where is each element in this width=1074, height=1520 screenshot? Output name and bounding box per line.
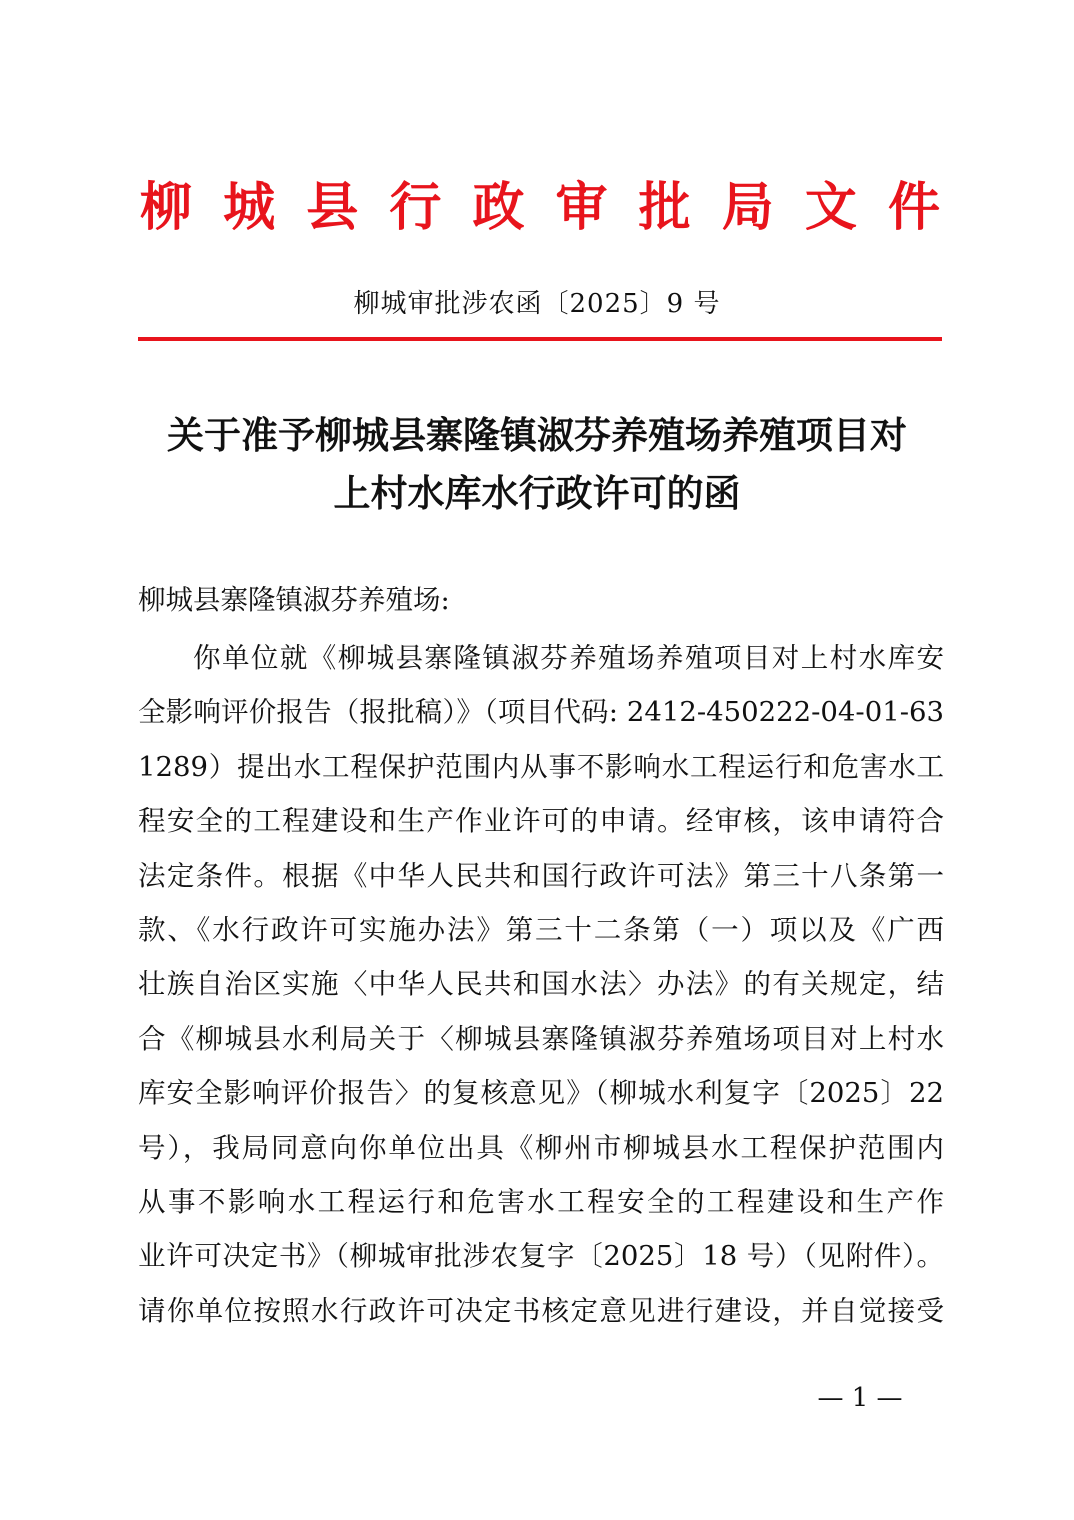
subject-line-2: 上村水库水行政许可的函	[333, 471, 741, 515]
document-header-title	[140, 176, 940, 240]
body-line: 从事不影响水工程运行和危害水工程安全的工程建设和生产作	[138, 1185, 944, 1218]
body-line: 壮族自治区实施〈中华人民共和国水法〉办法》的有关规定，结	[138, 968, 944, 1001]
page-number: — 1 —	[817, 1383, 903, 1413]
document-subject	[120, 406, 954, 522]
header-title-char: 局	[721, 178, 774, 238]
header-title-char: 行	[389, 178, 442, 238]
body-paragraph	[138, 631, 944, 1338]
header-title-char: 政	[472, 178, 525, 238]
subject-line-1: 关于准予柳城县寨隆镇淑芬养殖场养殖项目对	[167, 413, 907, 457]
body-line: 你单位就《柳城县寨隆镇淑芬养殖场养殖项目对上村水库安	[193, 642, 944, 674]
header-title-char: 县	[306, 178, 359, 238]
body-line: 法定条件。根据《中华人民共和国行政许可法》第三十八条第一	[138, 859, 944, 892]
body-line: 全影响评价报告（报批稿）》（项目代码: 2412-450222-04-01-63	[138, 696, 944, 729]
body-line: 号），我局同意向你单位出具《柳州市柳城县水工程保护范围内	[138, 1131, 944, 1164]
body-line: 请你单位按照水行政许可决定书核定意见进行建设，并自觉接受	[138, 1294, 944, 1327]
header-title-char: 批	[638, 178, 691, 238]
header-divider	[138, 337, 942, 341]
salutation: 柳城县寨隆镇淑芬养殖场:	[138, 584, 450, 616]
body-line: 合《柳城县水利局关于〈柳城县寨隆镇淑芬养殖场项目对上村水	[138, 1022, 944, 1055]
document-number: 柳城审批涉农函〔2025〕9 号	[353, 289, 721, 319]
header-title-char: 审	[555, 178, 608, 238]
body-line: 业许可决定书》（柳城审批涉农复字〔2025〕18 号）（见附件）。	[138, 1240, 944, 1273]
body-line: 库安全影响评价报告〉的复核意见》（柳城水利复字〔2025〕22	[138, 1077, 944, 1110]
body-line: 1289）提出水工程保护范围内从事不影响水工程运行和危害水工	[138, 750, 944, 783]
header-title-char: 文	[804, 178, 857, 238]
body-line: 程安全的工程建设和生产作业许可的申请。经审核，该申请符合	[138, 805, 944, 838]
body-line: 款、《水行政许可实施办法》第三十二条第（一）项以及《广西	[138, 913, 944, 946]
header-title-char: 件	[887, 178, 940, 238]
header-title-char: 柳	[140, 178, 193, 238]
header-title-char: 城	[223, 178, 276, 238]
